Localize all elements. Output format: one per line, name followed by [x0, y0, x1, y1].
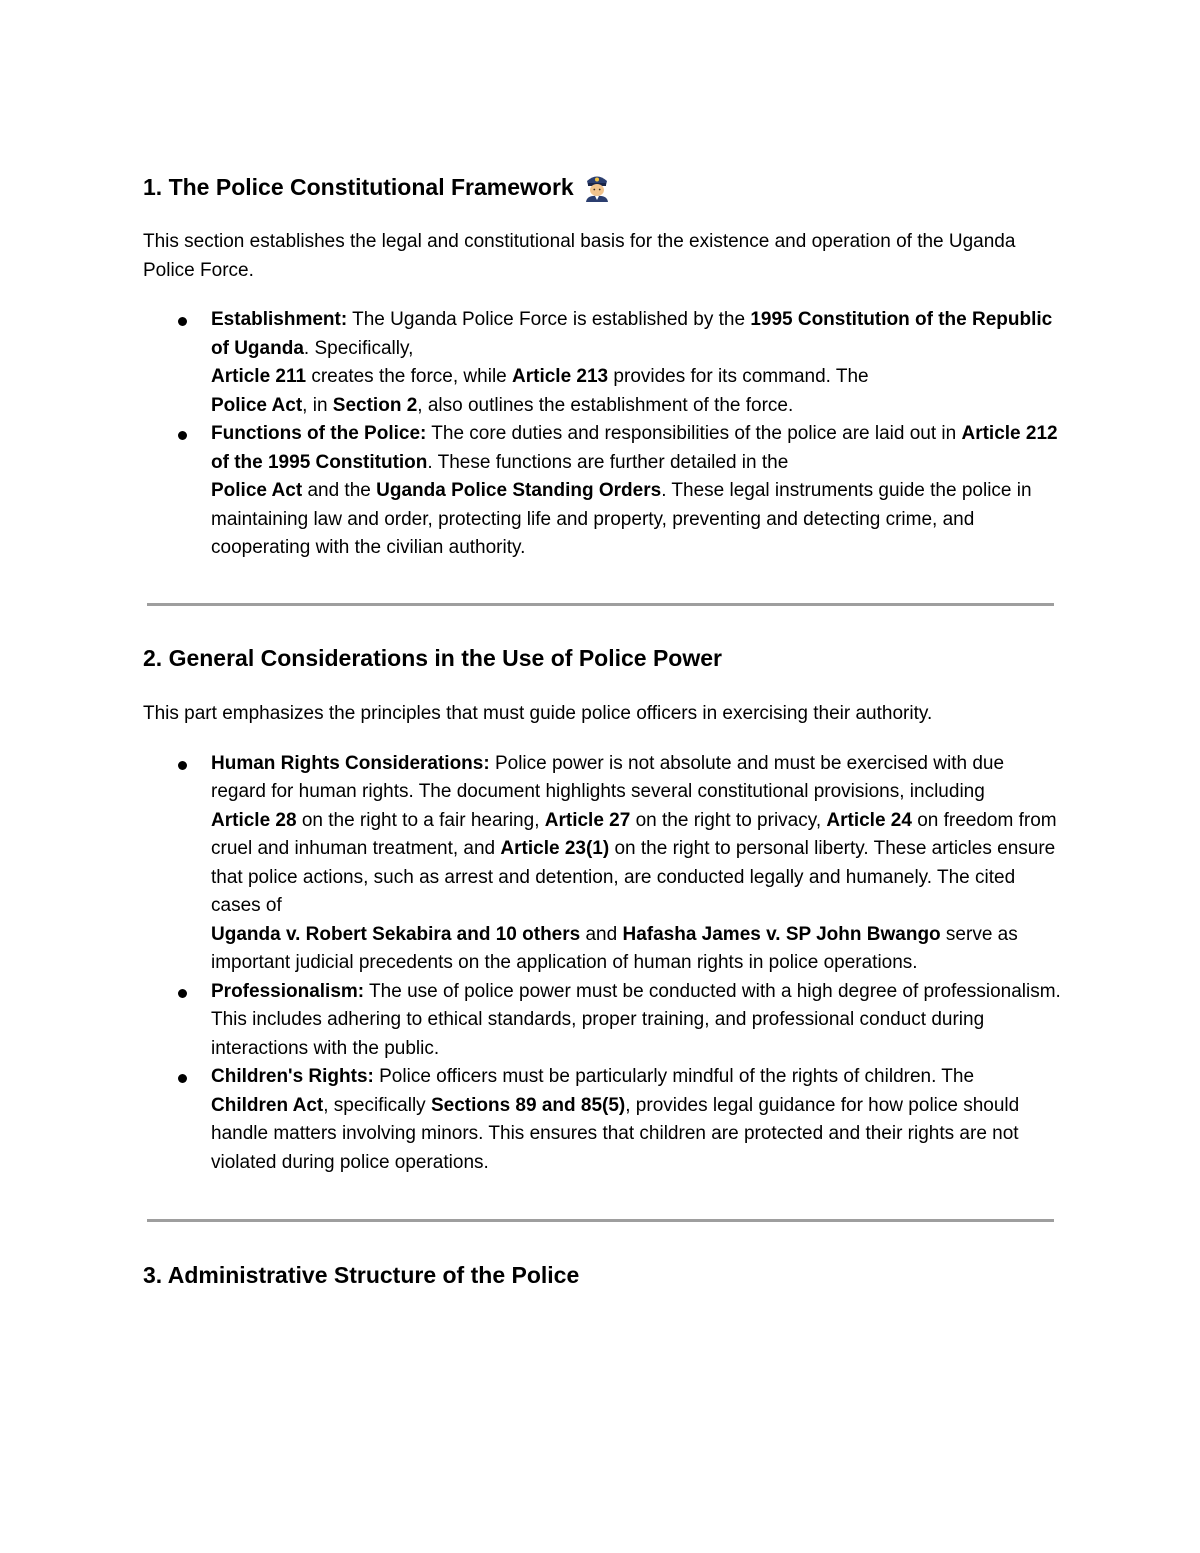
section-3-heading: 3. Administrative Structure of the Police [143, 1262, 580, 1288]
section-2-heading: 2. General Considerations in the Use of Police Power [143, 644, 722, 671]
list-item [211, 306, 1061, 420]
list-item [211, 750, 1061, 978]
list-item [211, 420, 1061, 563]
list-item-text [211, 477, 1061, 563]
item-bold: Children Act [211, 1094, 324, 1116]
item-bold: Article 28 [211, 809, 297, 831]
section-1-intro: This section establishes the legal and constitutional basis for the existence and operation of the Uganda Police Force. [143, 231, 1016, 281]
section-2-intro: This part emphasizes the principles that must guide police officers in exercising their authority. [143, 702, 933, 724]
item-text: Police power is not absolute and must be exercised with due regard for human rights. The document highlights several constitutional provisions, including [211, 752, 1005, 802]
section-1-heading-text: 1. The Police Constitutional Framework [143, 174, 574, 200]
document-page [143, 160, 1061, 1298]
police-officer-icon [584, 172, 610, 202]
list-item-text [211, 306, 1061, 363]
item-text: provides for its command. The [608, 366, 869, 387]
item-text: , provides legal guidance for how police should handle matters involving minors. This ensures that children are protected and their rights are not violated during police operations. [211, 1094, 1020, 1173]
item-label: Establishment: [211, 309, 348, 330]
item-label: Professionalism: [211, 980, 365, 1002]
item-text: , also outlines the establishment of the force. [417, 394, 794, 416]
item-bold: Hafasha James v. SP John Bwango [622, 923, 941, 945]
item-bold: Police Act [211, 480, 303, 501]
list-item-text [211, 807, 1061, 921]
list-item-text [211, 1092, 1061, 1178]
item-text: on freedom from cruel and inhuman treatment, and [211, 809, 1057, 859]
item-label: Children's Rights: [211, 1066, 374, 1087]
list-item-text [211, 750, 1061, 807]
item-text: on the right to personal liberty. These articles ensure that police actions, such as arrest and detention, are conducted legally and humanely. The cited cases of [211, 838, 1056, 916]
item-bold: Article 24 [826, 809, 912, 831]
bullet-icon [178, 761, 187, 770]
list-item-text [211, 978, 1061, 1064]
item-bold: 1995 Constitution of the Republic of Uganda [211, 309, 1053, 359]
section-2-list [143, 750, 1061, 1178]
item-text: and the [302, 480, 377, 501]
item-text: on the right to a fair hearing, [296, 809, 545, 831]
item-text: serve as important judicial precedents on the application of human rights in police operations. [211, 923, 1018, 973]
item-text: The core duties and responsibilities of the police are laid out in [426, 423, 962, 444]
section-1-heading [143, 164, 1061, 210]
section-divider [147, 603, 1054, 606]
item-text: , in [302, 394, 333, 416]
item-bold: Police Act [211, 394, 303, 416]
item-text: , specifically [323, 1094, 431, 1116]
list-item-text [211, 1063, 1061, 1092]
bullet-icon [178, 317, 187, 326]
list-item-text [211, 392, 1061, 421]
list-item [211, 1063, 1061, 1177]
item-text: The Uganda Police Force is established by the [347, 309, 751, 330]
bullet-icon [178, 431, 187, 440]
item-bold: Article 213 [512, 366, 609, 387]
bullet-icon [178, 1074, 187, 1083]
item-text: . These legal instruments guide the police in maintaining law and order, protecting life and property, preventing and detecting crime, and cooperating with the civilian authority. [211, 480, 1032, 558]
item-text: creates the force, while [306, 366, 513, 387]
item-bold: Uganda v. Robert Sekabira and 10 others [211, 923, 581, 945]
item-text: . Specifically, [303, 337, 414, 359]
item-label: Functions of the Police: [211, 423, 427, 444]
item-bold: Sections 89 and 85(5) [430, 1094, 626, 1116]
item-text: on the right to privacy, [630, 809, 827, 831]
item-bold: Article 23(1) [500, 838, 610, 859]
item-bold: Article 211 [211, 366, 307, 387]
item-label: Human Rights Considerations: [211, 752, 490, 774]
item-bold: Article 27 [544, 809, 631, 831]
list-item-text [211, 921, 1061, 978]
item-text: Police officers must be particularly mindful of the rights of children. The [373, 1066, 975, 1087]
item-bold: Article 212 of the 1995 Constitution [211, 423, 1058, 473]
list-item-text [211, 363, 1061, 392]
section-divider [147, 1219, 1054, 1222]
item-text: . These functions are further detailed in the [427, 451, 789, 473]
item-text: and [580, 923, 623, 945]
item-bold: Uganda Police Standing Orders [376, 480, 662, 501]
item-text: The use of police power must be conducted with a high degree of professionalism. This includes adhering to ethical standards, proper training, and professional conduct during interactions with the public. [211, 980, 1061, 1059]
bullet-icon [178, 989, 187, 998]
list-item [211, 978, 1061, 1064]
section-1-list [143, 306, 1061, 563]
item-bold: Section 2 [332, 394, 418, 416]
list-item-text [211, 420, 1061, 477]
